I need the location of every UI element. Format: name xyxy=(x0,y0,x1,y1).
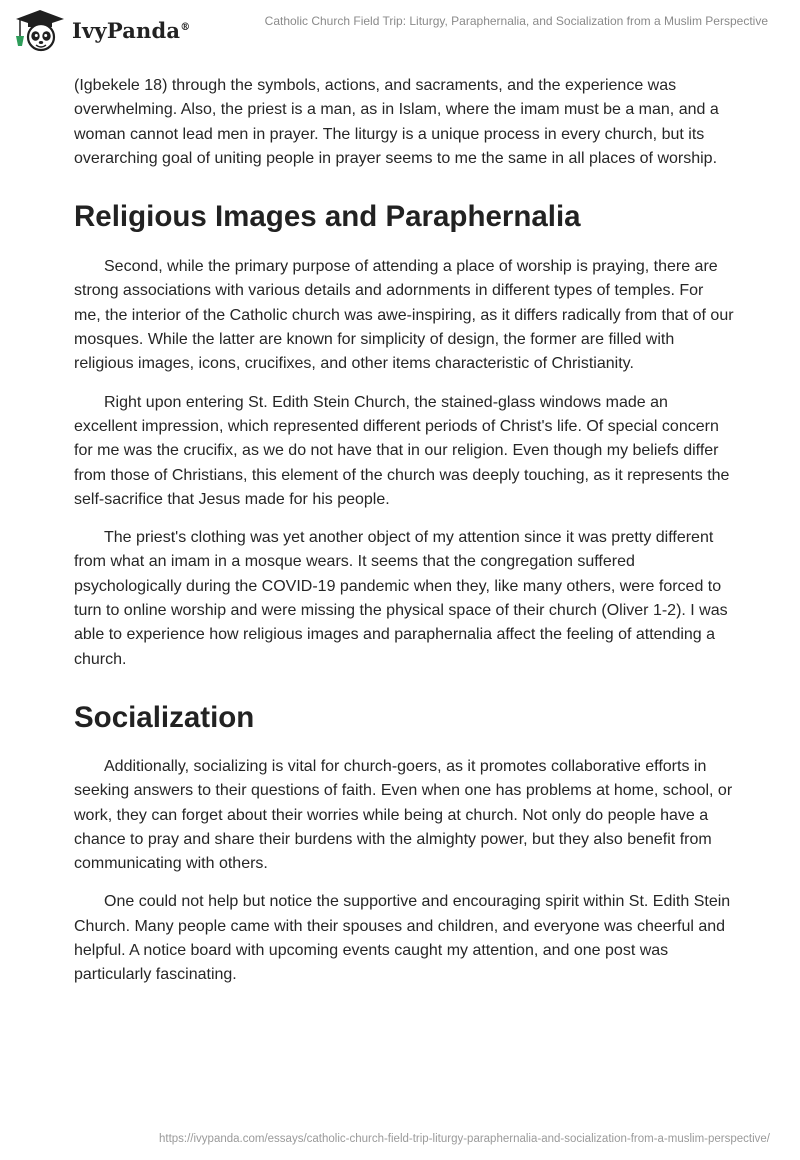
logo-wordmark: IvyPanda® xyxy=(72,17,191,43)
article-body xyxy=(74,74,734,988)
ivypanda-logo[interactable] xyxy=(14,8,190,52)
document-title: Catholic Church Field Trip: Liturgy, Paraphernalia, and Socialization from a Muslim Perspective xyxy=(264,14,768,28)
paragraph: Right upon entering St. Edith Stein Church, the stained-glass windows made an excellent impression, which represented different periods of Christ's life. Of special concern for me was the crucifix, as we do not have that in our religion. Even though my beliefs differ from those of Christians, this element of the church was deeply touching, as it represents the self-sacrifice that Jesus made for his people. xyxy=(74,393,730,508)
section-heading-socialization: Socialization xyxy=(74,700,255,734)
section-heading-religious-images: Religious Images and Paraphernalia xyxy=(74,200,581,234)
paragraph: One could not help but notice the supportive and encouraging spirit within St. Edith Stein Church. Many people came with their spouses and children, and everyone was cheerful and helpful. A notice board with upcoming events caught my attention, and one post was particularly fascinating. xyxy=(74,893,731,984)
paragraph: Second, while the primary purpose of attending a place of worship is praying, there are strong associations with various details and adornments in different types of temples. For me, the interior of the Catholic church was awe-inspiring, as it differs radically from that of our mosques. While the latter are known for simplicity of design, the former are filled with religious images, icons, crucifixes, and other items characteristic of Christianity. xyxy=(74,258,734,373)
paragraph: Additionally, socializing is vital for church-goers, as it promotes collaborative efforts in seeking answers to their questions of faith. Even when one has problems at home, school, or work, they can forget about their worries while being at church. Not only do people have a chance to pray and share their burdens with the almighty power, but they also benefit from communicating with others. xyxy=(74,757,733,873)
page-header xyxy=(0,0,800,60)
panda-graduate-icon xyxy=(14,8,66,52)
paragraph: The priest's clothing was yet another object of my attention since it was pretty different from what an imam in a mosque wears. It seems that the congregation suffered psychologically during the COVID-19 pandemic when they, like many others, were forced to turn to online worship and were missing the physical space of their church (Oliver 1-2). I was able to experience how religious images and paraphernalia affect the feeling of attending a church. xyxy=(74,529,728,668)
source-url[interactable]: https://ivypanda.com/essays/catholic-church-field-trip-liturgy-paraphernalia-and-socialization-from-a-muslim-perspective/ xyxy=(158,1133,770,1145)
intro-paragraph: (Igbekele 18) through the symbols, actions, and sacraments, and the experience was overwhelming. Also, the priest is a man, as in Islam, where the imam must be a man, and a woman cannot lead men in prayer. The liturgy is a unique process in every church, but its overarching goal of uniting people in prayer seems to me the same in all places of worship. xyxy=(74,77,719,167)
